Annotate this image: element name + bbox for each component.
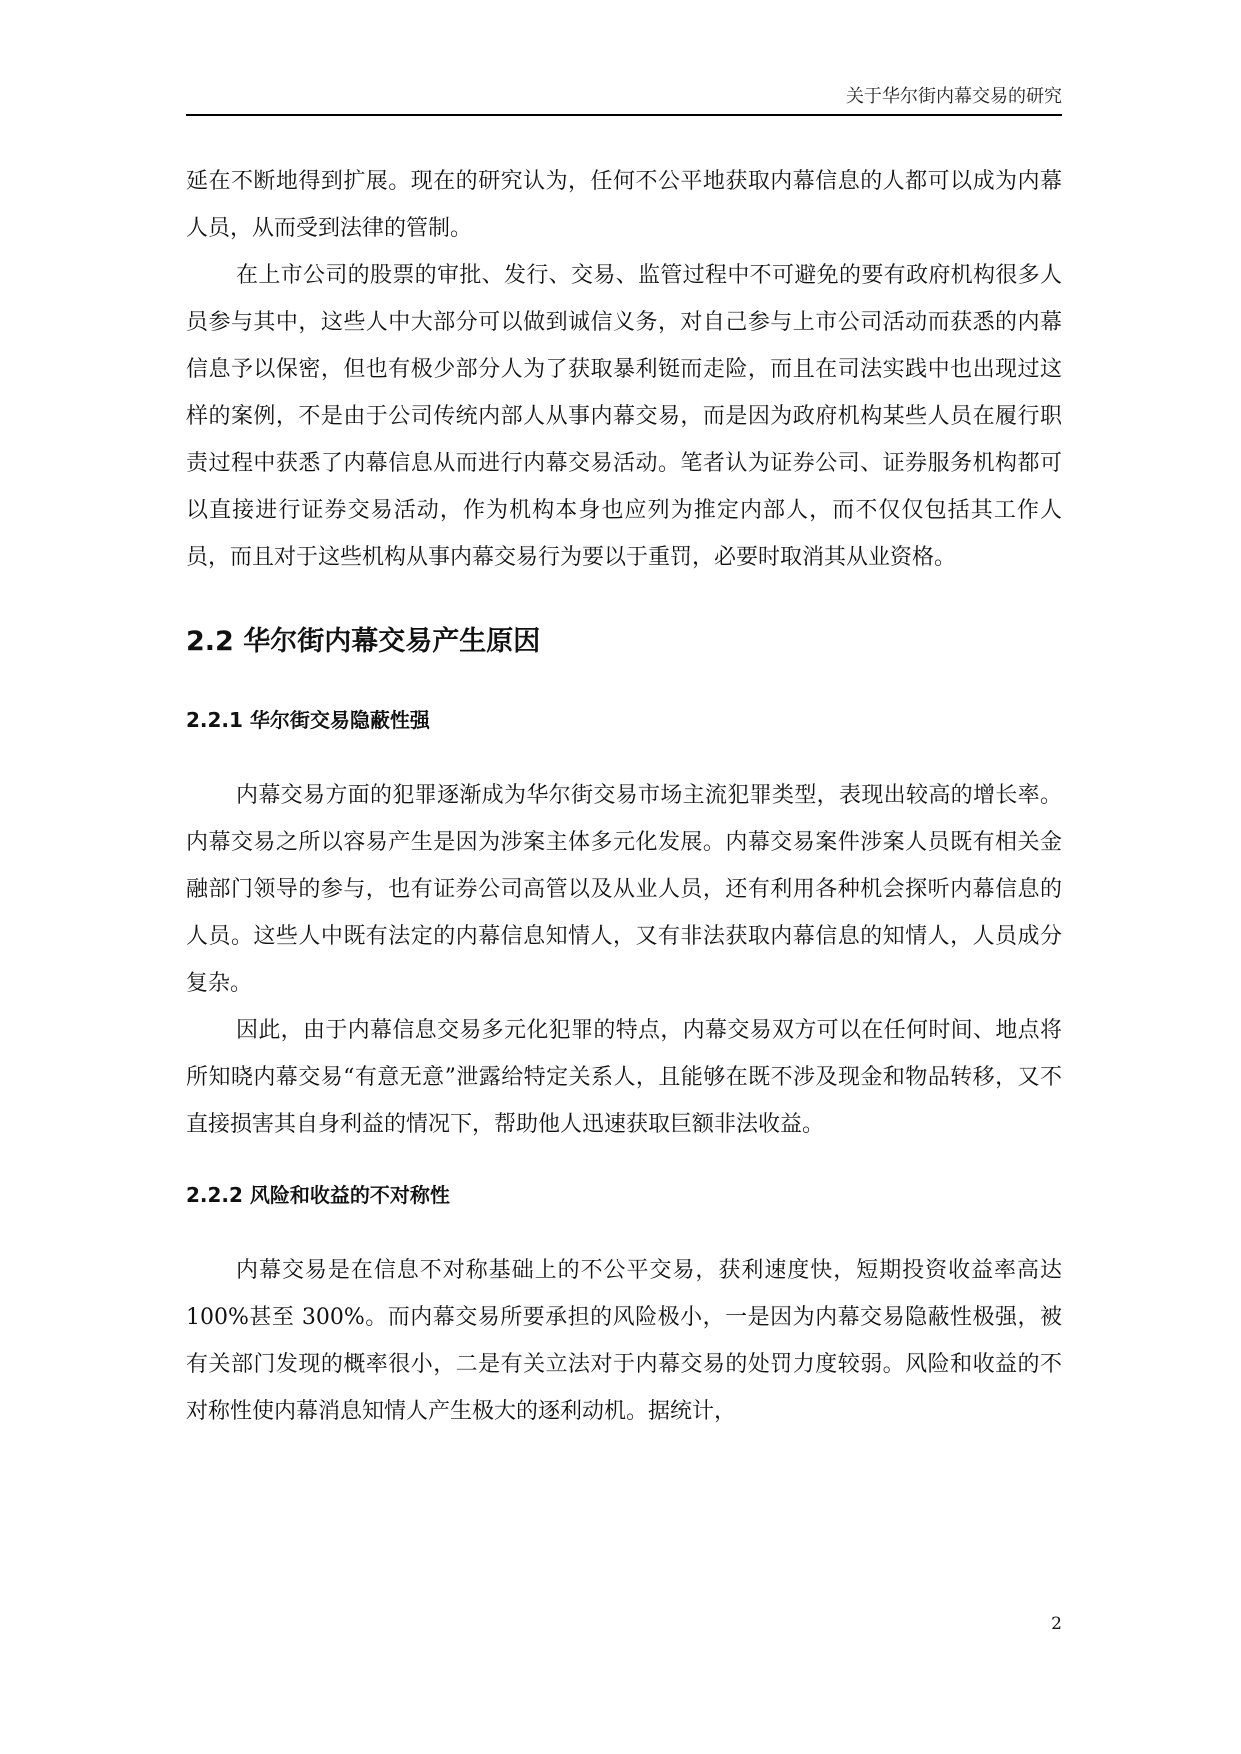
spacer — [186, 745, 1062, 772]
subsection-heading-2-2-1: 2.2.1 华尔街交易隐蔽性强 — [186, 708, 430, 732]
section-heading-2-2: 2.2 华尔街内幕交易产生原因 — [186, 626, 541, 657]
page-number: 2 — [1051, 1614, 1062, 1634]
paragraph-therefore: 因此，由于内幕信息交易多元化犯罪的特点，内幕交易双方可以在任何时间、地点将所知晓内幕交易“有意无意”泄露给特定关系人，且能够在既不涉及现金和物品转移，又不直接损害其自身利益的情况下，帮助他人迅速获取巨额非法收益。 — [186, 1018, 1062, 1137]
subsection-heading-2-2-2: 2.2.2 风险和收益的不对称性 — [186, 1183, 450, 1207]
paragraph-continued: 延在不断地得到扩展。现在的研究认为，任何不公平地获取内幕信息的人都可以成为内幕人员，从而受到法律的管制。 — [186, 169, 1062, 241]
running-header: 关于华尔街内幕交易的研究 — [846, 86, 1062, 107]
header-rule — [186, 114, 1062, 116]
paragraph-risk-return: 内幕交易是在信息不对称基础上的不公平交易，获利速度快，短期投资收益率高达 100%甚至 300%。而内幕交易所要承担的风险极小，一是因为内幕交易隐蔽性极强，被有关部门发现的概率很小，二是有关立法对于内幕交易的处罚力度较弱。风险和收益的不对称性使内幕消息知情人产生极大的逐利动机。据统计， — [186, 1258, 1062, 1424]
paragraph-government-personnel: 在上市公司的股票的审批、发行、交易、监管过程中不可避免的要有政府机构很多人员参与其中，这些人中大部分可以做到诚信义务，对自己参与上市公司活动而获悉的内幕信息予以保密，但也有极少部分人为了获取暴利铤而走险，而且在司法实践中也出现过这样的案例，不是由于公司传统内部人从事内幕交易，而是因为政府机构某些人员在履行职责过程中获悉了内幕信息从而进行内幕交易活动。笔者认为证券公司、证券服务机构都可以直接进行证券交易活动，作为机构本身也应列为推定内部人，而不仅仅包括其工作人员，而且对于这些机构从事内幕交易行为要以于重罚，必要时取消其从业资格。 — [186, 263, 1062, 570]
spacer — [186, 1220, 1062, 1247]
page-body — [186, 158, 1062, 1435]
paragraph-crime-trend: 内幕交易方面的犯罪逐渐成为华尔街交易市场主流犯罪类型，表现出较高的增长率。内幕交易之所以容易产生是因为涉案主体多元化发展。内幕交易案件涉案人员既有相关金融部门领导的参与，也有证券公司高管以及从业人员，还有利用各种机会探听内幕信息的人员。这些人中既有法定的内幕信息知情人，又有非法获取内幕信息的知情人，人员成分复杂。 — [186, 783, 1062, 996]
